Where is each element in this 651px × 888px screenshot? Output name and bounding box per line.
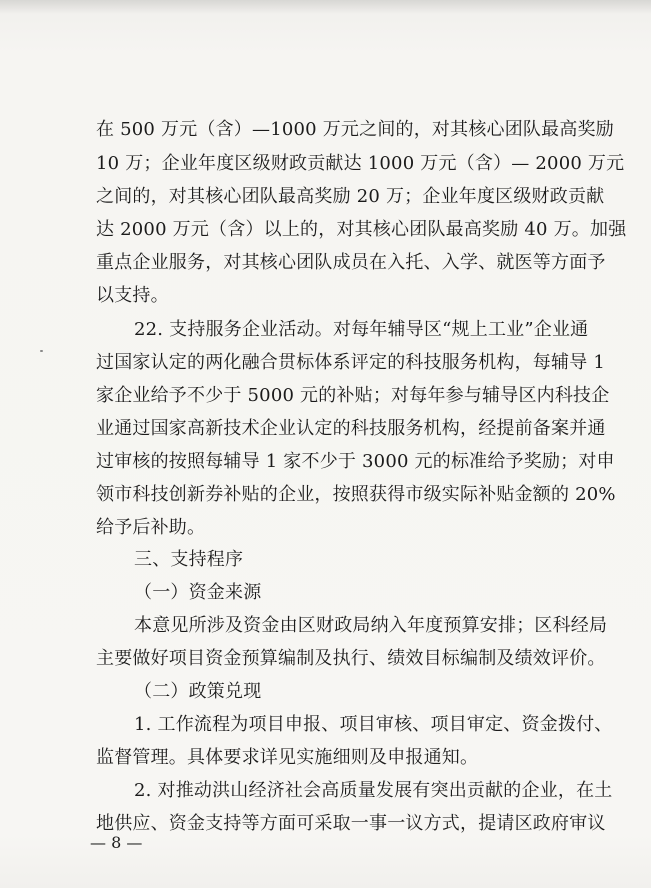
text-line: 1. 工作流程为项目申报、项目审核、项目审定、资金拨付、 [134, 714, 613, 735]
text-line: 监督管理。具体要求详见实施细则及申报通知。 [96, 747, 479, 768]
scan-speck [40, 350, 43, 352]
subsection-heading: （二）政策兑现 [134, 681, 262, 702]
text-line: 重点企业服务，对其核心团队成员在入托、入学、就医等方面予 [96, 252, 606, 273]
text-line: 过国家认定的两化融合贯标体系评定的科技服务机构，每辅导 1 [96, 352, 605, 373]
text-line: 以支持。 [96, 285, 169, 306]
text-line: 之间的，对其核心团队最高奖励 20 万；企业年度区级财政贡献 [96, 186, 605, 207]
text-line: 在 500 万元（含）—1000 万元之间的，对其核心团队最高奖励 [96, 119, 614, 140]
subsection-heading: （一）资金来源 [134, 582, 262, 603]
section-heading: 三、支持程序 [134, 549, 244, 570]
text-line: 给予后补助。 [96, 517, 206, 538]
text-line: 业通过国家高新技术企业认定的科技服务机构，经提前备案并通 [96, 418, 606, 439]
text-line: 本意见所涉及资金由区财政局纳入年度预算安排；区科经局 [134, 615, 608, 636]
page-number: — 8 — [90, 833, 143, 852]
text-line: 22. 支持服务企业活动。对每年辅导区“规上工业”企业通 [134, 319, 589, 340]
text-line: 2. 对推动洪山经济社会高质量发展有突出贡献的企业，在土 [134, 780, 613, 801]
text-line: 领市科技创新券补贴的企业，按照获得市级实际补贴金额的 20% [96, 484, 616, 505]
text-line: 10 万；企业年度区级财政贡献达 1000 万元（含）— 2000 万元 [96, 153, 625, 174]
text-line: 主要做好项目资金预算编制及执行、绩效目标编制及绩效评价。 [96, 648, 606, 669]
text-line: 过审核的按照每辅导 1 家不少于 3000 元的标准给予奖励；对申 [96, 451, 615, 472]
scan-edge-shadow [0, 0, 651, 14]
text-line: 达 2000 万元（含）以上的，对其核心团队最高奖励 40 万。加强 [96, 219, 627, 240]
text-line: 地供应、资金支持等方面可采取一事一议方式，提请区政府审议 [96, 813, 606, 834]
text-line: 家企业给予不少于 5000 元的补贴；对每年参与辅导区内科技企 [96, 385, 610, 406]
